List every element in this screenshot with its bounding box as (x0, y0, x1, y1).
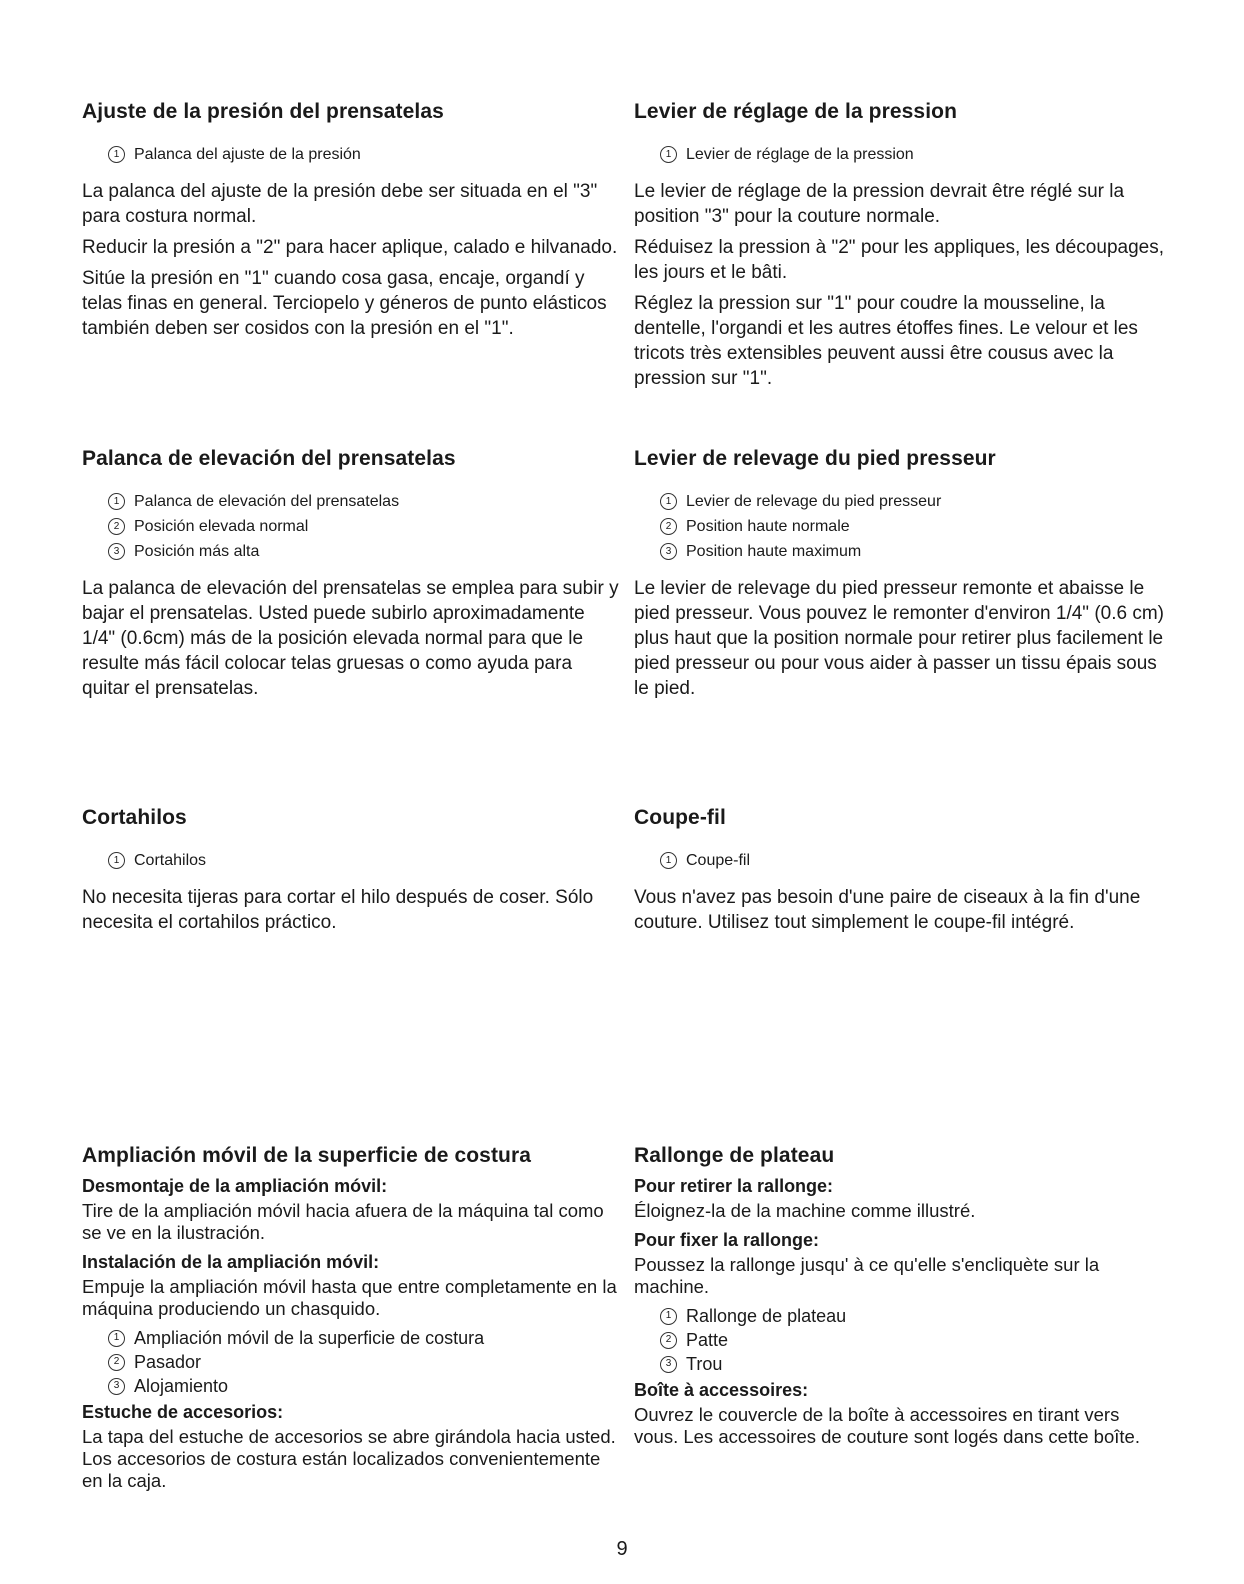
circled-number-icon: 1 (108, 493, 125, 510)
subheading: Boîte à accessoires: (634, 1380, 809, 1400)
section-title: Coupe-fil (634, 806, 726, 829)
section-cutter-fr (634, 806, 1164, 941)
circled-number-icon: 1 (108, 146, 125, 163)
paragraph: Le levier de relevage du pied presseur remonte et abaisse le pied presseur. Vous pouvez le remonter d'environ 1/4" (0.6 cm) plus haut que la position normale pour retirer plus facilement le pied presseur ou pour vous aider à passer un tissu épais sous le pied. (634, 578, 1164, 699)
paragraph: Réduisez la pression à "2" pour les appliques, les découpages, les jours et le bâti. (634, 237, 1164, 283)
callout-item: 1 Cortahilos (108, 848, 622, 873)
section-cutter-es (82, 806, 622, 941)
callout-item: 2 Position haute normale (660, 514, 1164, 539)
subheading: Pour retirer la rallonge: (634, 1176, 834, 1196)
callout-item: 1 Ampliación móvil de la superficie de costura (108, 1326, 622, 1350)
page-number: 9 (616, 1538, 628, 1560)
paragraph: No necesita tijeras para cortar el hilo después de coser. Sólo necesita el cortahilos práctico. (82, 887, 594, 933)
paragraph: Vous n'avez pas besoin d'une paire de ciseaux à la fin d'une couture. Utilisez tout simplement le coupe-fil intégré. (634, 887, 1141, 933)
paragraph: Poussez la rallonge jusqu' à ce qu'elle s'encliquète sur la machine. (634, 1254, 1100, 1297)
circled-number-icon: 3 (660, 1356, 677, 1373)
section-title: Levier de réglage de la pression (634, 100, 957, 123)
section-title: Rallonge de plateau (634, 1144, 835, 1167)
paragraph: Tire de la ampliación móvil hacia afuera de la máquina tal como se ve en la ilustración. (82, 1200, 604, 1243)
callout-item: 3 Position haute maximum (660, 539, 1164, 564)
paragraph: La palanca de elevación del prensatelas se emplea para subir y bajar el prensatelas. Usted puede subirlo aproximadamente 1/4" (0.6cm) más de la posición elevada normal para que le resulte más fácil colocar telas gruesas o como ayuda para quitar el prensatelas. (82, 578, 619, 699)
circled-number-icon: 1 (108, 852, 125, 869)
circled-number-icon: 1 (660, 146, 677, 163)
circled-number-icon: 1 (660, 1308, 677, 1325)
circled-number-icon: 3 (108, 1378, 125, 1395)
callout-list (660, 1304, 1164, 1376)
section-extension-fr (634, 1144, 1164, 1454)
paragraph: La palanca del ajuste de la presión debe ser situada en el "3" para costura normal. (82, 181, 598, 227)
section-title: Palanca de elevación del prensatelas (82, 447, 456, 470)
callout-list (108, 1326, 622, 1398)
paragraph: Réglez la pression sur "1" pour coudre la mousseline, la dentelle, l'organdi et les autres étoffes fines. Le velour et les tricots très extensibles peuvent aussi être cousus avec la pression sur "1". (634, 293, 1138, 389)
callout-item: 3 Alojamiento (108, 1374, 622, 1398)
section-lifter-es (82, 447, 622, 707)
circled-number-icon: 1 (660, 493, 677, 510)
callout-item: 3 Posición más alta (108, 539, 622, 564)
paragraph: Los accesorios de costura están localizados convenientemente en la caja. (82, 1448, 601, 1491)
callout-item: 2 Posición elevada normal (108, 514, 622, 539)
subheading: Estuche de accesorios: (82, 1402, 284, 1422)
callout-list (108, 489, 622, 564)
callout-item: 1 Palanca del ajuste de la presión (108, 142, 622, 167)
circled-number-icon: 1 (108, 1330, 125, 1347)
paragraph: Le levier de réglage de la pression devrait être réglé sur la position "3" pour la couture normale. (634, 181, 1125, 227)
callout-item: 3 Trou (660, 1352, 1164, 1376)
circled-number-icon: 1 (660, 852, 677, 869)
callout-item: 1 Levier de relevage du pied presseur (660, 489, 1164, 514)
subheading: Instalación de la ampliación móvil: (82, 1252, 380, 1272)
paragraph: Reducir la presión a "2" para hacer aplique, calado e hilvanado. (82, 237, 618, 258)
section-pressure-fr (634, 100, 1164, 397)
callout-item: 2 Pasador (108, 1350, 622, 1374)
circled-number-icon: 3 (660, 543, 677, 560)
section-title: Ajuste de la presión del prensatelas (82, 100, 444, 123)
paragraph: Empuje la ampliación móvil hasta que entre completamente en la máquina produciendo un chasquido. (82, 1276, 617, 1319)
callout-list (660, 142, 1164, 167)
circled-number-icon: 2 (660, 518, 677, 535)
callout-item: 1 Coupe-fil (660, 848, 1164, 873)
circled-number-icon: 2 (108, 1354, 125, 1371)
circled-number-icon: 3 (108, 543, 125, 560)
section-title: Ampliación móvil de la superficie de costura (82, 1144, 532, 1167)
callout-list (660, 489, 1164, 564)
callout-list (108, 848, 622, 873)
section-pressure-es (82, 100, 622, 347)
paragraph: La tapa del estuche de accesorios se abre girándola hacia usted. (82, 1426, 616, 1447)
circled-number-icon: 2 (108, 518, 125, 535)
callout-item: 2 Patte (660, 1328, 1164, 1352)
section-title: Cortahilos (82, 806, 187, 829)
callout-list (660, 848, 1164, 873)
section-title: Levier de relevage du pied presseur (634, 447, 996, 470)
section-extension-es (82, 1144, 622, 1498)
subheading: Desmontaje de la ampliación móvil: (82, 1176, 388, 1196)
paragraph: Éloignez-la de la machine comme illustré. (634, 1200, 976, 1221)
circled-number-icon: 2 (660, 1332, 677, 1349)
callout-item: 1 Rallonge de plateau (660, 1304, 1164, 1328)
paragraph: Sitúe la presión en "1" cuando cosa gasa, encaje, organdí y telas finas en general. Terciopelo y géneros de punto elásticos también deben ser cosidos con la presión en el "1". (82, 268, 607, 339)
subheading: Pour fixer la rallonge: (634, 1230, 820, 1250)
section-lifter-fr (634, 447, 1164, 707)
paragraph: Ouvrez le couvercle de la boîte à accessoires en tirant vers vous. Les accessoires de couture sont logés dans cette boîte. (634, 1404, 1140, 1447)
callout-item: 1 Levier de réglage de la pression (660, 142, 1164, 167)
callout-item: 1 Palanca de elevación del prensatelas (108, 489, 622, 514)
callout-list (108, 142, 622, 167)
